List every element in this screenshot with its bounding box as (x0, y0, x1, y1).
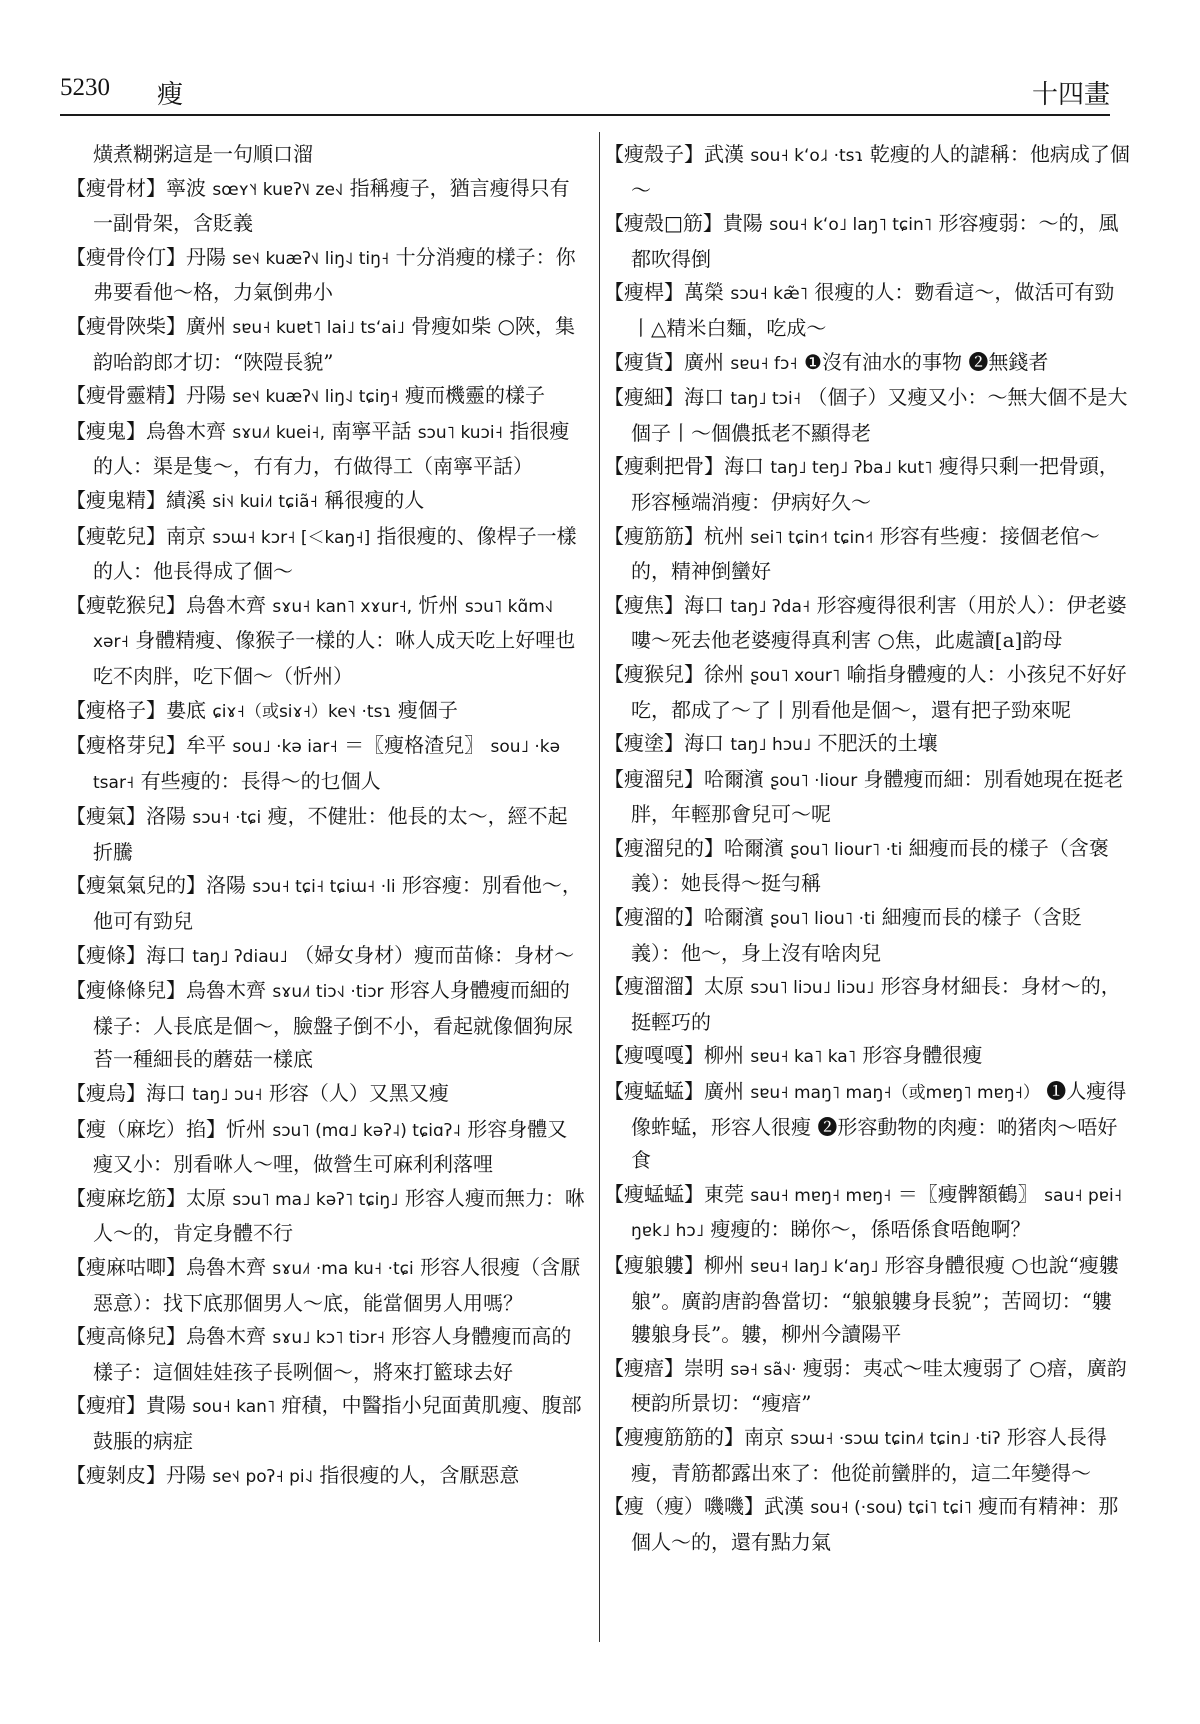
pronunciation: sɤu˩˦ ·ma ku˧ ·tɕi (272, 1259, 414, 1279)
entry-text: 【瘦骨靈精】丹陽 (66, 383, 233, 408)
dictionary-entry (66, 379, 586, 415)
dictionary-entry (66, 484, 586, 520)
entry-text: 形容人長得瘦，青筋都露出來了：他從前蠻胖的，這二年變得～ (631, 1424, 1107, 1485)
page-number: 5230 (60, 74, 110, 101)
pronunciation: sou˩ ·kə iar˧ (232, 737, 338, 758)
dictionary-entry (66, 869, 586, 938)
dictionary-entry (66, 415, 586, 484)
entry-text: 形容（人）又黑又瘦 (262, 1081, 449, 1106)
right-column (604, 138, 1130, 1648)
entry-text: 【瘦細】海口 (604, 385, 731, 410)
entry-text: 瘦而機靈的樣子 (398, 383, 545, 408)
dictionary-entry (604, 727, 1130, 763)
entry-text: 細瘦而長的樣子（含褒義）：她長得～挺勻稱 (631, 835, 1109, 896)
pronunciation: ɕiɤ˧（或siɤ˧）ke˦˨ ·tsɿ (212, 701, 392, 722)
pronunciation: sɤu˧ kan˥ xɤur˧, (272, 596, 413, 617)
pronunciation: se˦˨ kuæʔ˦˩ liŋ˨˩ tɕiŋ˧ (232, 387, 399, 408)
pronunciation: taŋ˩ ɔu˧ (192, 1085, 263, 1106)
entry-text: 很瘦的人：覅看這～，做活可有勁丨△精米白麵，吃成～ (631, 280, 1115, 340)
entry-text: 形容身體很瘦 (856, 1043, 983, 1068)
dictionary-entry (604, 207, 1130, 276)
entry-text: 【瘦乾兒】南京 (66, 523, 213, 548)
pronunciation: sɤu˩˦ kuei˧, (232, 422, 325, 443)
entry-text: 【瘦溜兒】哈爾濱 (604, 766, 771, 791)
entry-text: 細瘦而長的樣子（含貶義）：他～，身上沒有啥肉兒 (631, 905, 1082, 965)
dictionary-entry (66, 589, 586, 694)
entry-text: 熿煮糊粥這是一句順口溜 (93, 142, 313, 166)
entry-text: 形容身體很瘦 ○也說“瘦軁躴”。廣韵唐韵魯當切：“躴躴軁身長貌”；苦岡切：“軁軁躴身長”。軁，柳州今讀陽平 (631, 1253, 1119, 1347)
entry-text: 【瘦條】海口 (66, 942, 193, 967)
entry-text: 形容人瘦而無力：咻人～的，肯定身體不行 (93, 1185, 585, 1246)
entry-text: 形容身材細長：身材～的，挺輕巧的 (631, 974, 1121, 1034)
pronunciation: sou˧ (·sou) tɕi˥ tɕi˥ (810, 1498, 972, 1519)
dictionary-entry (604, 1352, 1130, 1421)
entry-text: 喻指身體瘦的人：小孩兒不好好吃，都成了～了丨別看他是個～，還有把子勁來呢 (631, 661, 1127, 722)
entry-text: 瘦而有精神：那個人～的，還有點力氣 (631, 1494, 1119, 1554)
pronunciation: sœʏ˥˧ kuɐʔ˥˩ ze˧˩ (212, 179, 344, 200)
entry-text: 十分消瘦的樣子：你弗要看他～格，力氣倒弗小 (93, 244, 576, 305)
dictionary-entry (66, 241, 586, 310)
entry-text: 【瘦格芽兒】牟平 (66, 733, 233, 758)
dictionary-entry (604, 1178, 1130, 1249)
entry-text: 形容瘦：別看他～，他可有勁兒 (93, 873, 582, 934)
pronunciation: sou˩ ·kə tsar˧ (93, 737, 561, 793)
entry-text: 【瘦骨陜柴】廣州 (66, 313, 233, 338)
entry-text: 【瘦躴軁】柳州 (604, 1253, 751, 1277)
entry-text: 【瘦麻咕唧】烏魯木齊 (66, 1255, 273, 1279)
dictionary-entry (66, 974, 586, 1077)
entry-text: ＝〖瘦格渣兒〗 (337, 733, 491, 758)
pronunciation: sou˧ kan˥ (192, 1397, 276, 1418)
pronunciation: sɐu˧ kuɐt˥ lai˩ tsʻai˩ (232, 317, 405, 338)
pronunciation: sɔu˥ kuɔi˧ (417, 422, 504, 443)
entry-text: 【瘦疳】貴陽 (66, 1393, 193, 1418)
entry-text: 骨瘦如柴 ○陜，集韵咍韵郎才切：“陜隑長貌” (93, 313, 576, 374)
dictionary-entry (604, 381, 1130, 450)
entry-text: 形容瘦弱：～的，風都吹得倒 (631, 211, 1119, 271)
pronunciation: sɐu˧ ka˥ ka˥ (750, 1047, 857, 1068)
pronunciation: sɔu˧ tɕi˧ tɕiɯ˧ ·li (252, 877, 396, 898)
entry-text: （個子）又瘦又小：～無大個不是大個子丨～個儂抵老不顯得老 (631, 385, 1128, 445)
entry-text: 指很瘦的人：渠是隻～，冇有力，冇做得工（南寧平話） (93, 418, 570, 479)
pronunciation: sɤu˩ kɔ˥ tiɔr˧ (272, 1328, 385, 1349)
entry-text: 【瘦溜兒的】哈爾濱 (604, 835, 791, 860)
dictionary-entry (604, 520, 1130, 589)
dictionary-entry (66, 1113, 586, 1182)
entry-text: 形容有些瘦：接個老倌～的，精神倒蠻好 (631, 523, 1100, 584)
dictionary-entry (604, 1421, 1130, 1490)
left-column (66, 138, 586, 1648)
pronunciation: ʂou˥ liou˥ ·ti (770, 909, 876, 930)
entry-text: 【瘦瘖】崇明 (604, 1355, 731, 1380)
dictionary-entry (66, 939, 586, 975)
entry-text: 【瘦剝皮】丹陽 (66, 1462, 213, 1487)
pronunciation: se˦˨ kuæʔ˦˩ liŋ˨˩ tiŋ˧ (232, 248, 390, 269)
entry-text: （婦女身材）瘦而苗條：身材～ (287, 942, 575, 967)
entry-text: 指稱瘦子，猶言瘦得只有一副骨架，含貶義 (93, 175, 570, 236)
entry-text: 乾瘦的人的謔稱：他病成了個～ (631, 142, 1130, 202)
entry-text: 【瘦烏】海口 (66, 1081, 193, 1106)
pronunciation: sɔu˧ ·tɕi (192, 808, 262, 829)
column-divider (599, 132, 600, 1642)
dictionary-entry (66, 1182, 586, 1251)
entry-text: 【瘦溜溜】太原 (604, 974, 751, 999)
header-rule (60, 114, 1110, 116)
dictionary-entry (66, 1251, 586, 1320)
pronunciation: sə˧ sã˧˩· (730, 1359, 797, 1380)
pronunciation: taŋ˩ tɔi˧ (730, 389, 802, 410)
pronunciation: sei˥ tɕin˧˦ tɕin˧˦ (750, 527, 874, 548)
dictionary-entry (604, 1039, 1130, 1075)
dictionary-entry (66, 1077, 586, 1113)
dictionary-entry (604, 763, 1130, 832)
entry-text: 瘦個子 (391, 697, 458, 722)
entry-text: 指很瘦的人，含厭惡意 (313, 1462, 520, 1487)
dictionary-entry (66, 172, 586, 241)
entry-text: ＝〖瘦髀額鶴〗 (891, 1181, 1045, 1206)
dictionary-entry (66, 520, 586, 589)
pronunciation: taŋ˩ hɔu˩ (730, 735, 812, 756)
entry-text: 【瘦條條兒】烏魯木齊 (66, 978, 273, 1003)
pronunciation: ʂou˥ xour˥ (750, 665, 841, 686)
entry-text: 形容人身體瘦而細的樣子：人長底是個～，臉盤子倒不小，看起就像個狗尿苔一種細長的蘑菇一樣底 (93, 978, 573, 1072)
pronunciation: sou˧ kʻo˩˨ ·tsɿ (750, 146, 864, 166)
entry-text: 身體精瘦、像猴子一樣的人：咻人成天吃上好哩也吃不肉胖，吃下個～（忻州） (93, 628, 576, 688)
section-label: 十四畫 (1031, 80, 1110, 110)
entry-text: 【瘦殼□筋】貴陽 (604, 211, 770, 236)
dictionary-entry (604, 970, 1130, 1039)
dictionary-entry (66, 1459, 586, 1495)
dictionary-entry (66, 800, 586, 869)
entry-text: 【瘦格子】婁底 (66, 697, 213, 722)
dictionary-entry (604, 589, 1130, 658)
entry-text: 【瘦麻圪筋】太原 (66, 1185, 233, 1210)
pronunciation: ʂou˥ ·liour (770, 770, 858, 791)
entry-text: 【瘦鬼精】績溪 (66, 487, 213, 512)
entry-text: 【瘦嘎嘎】柳州 (604, 1043, 751, 1068)
entry-text: ❶沒有油水的事物 ❷無錢者 (797, 349, 1049, 374)
pronunciation: si˦˨ kui˩˦ tɕiã˧ (212, 491, 318, 512)
entry-text: 瘦得只剩一把骨頭，形容極端消瘦：伊病好久～ (631, 454, 1119, 514)
entry-text: 忻州 (412, 592, 465, 617)
entry-text: 【瘦鬼】烏魯木齊 (66, 418, 233, 443)
entry-text: 形容瘦得很利害（用於人）：伊老婆嘍～死去他老婆瘦得真利害 ○焦，此處讀[a]韵母 (631, 592, 1127, 653)
entry-text: ❶人瘦得像蚱蜢，形容人很瘦 ❷形容動物的肉瘦：啲猪肉～唔好食 (631, 1079, 1127, 1173)
entry-text: 指很瘦的、像桿子一樣的人：他長得成了個～ (93, 523, 577, 584)
pronunciation: taŋ˩ teŋ˩ ʔba˩ kut˥ (770, 458, 933, 479)
entry-text: 【瘦剩把骨】海口 (604, 454, 771, 479)
entry-text: 【瘦桿】萬榮 (604, 280, 731, 305)
entry-text: 有些瘦的：長得～的乜個人 (134, 768, 381, 793)
entry-text: 身體瘦而細：別看她現在挺老胖，年輕那會兒可～呢 (631, 766, 1124, 827)
entry-text: 【瘦蜢蜢】東莞 (604, 1181, 751, 1206)
entry-text: 【瘦乾猴兒】烏魯木齊 (66, 592, 273, 617)
pronunciation: sau˧ pɐi˧ ŋɐk˩ hɔ˩ (631, 1185, 1123, 1242)
entry-text: 南寧平話 (324, 418, 418, 443)
entry-text: 【瘦猴兒】徐州 (604, 661, 751, 686)
entry-text: 形容人身體瘦而高的樣子：這個娃娃孩子長咧個～，將來打籃球去好 (93, 1324, 572, 1384)
entry-text: 【瘦筋筋】杭州 (604, 523, 751, 548)
pronunciation: se˦˨ poʔ˧ pi˨˩ (212, 1466, 314, 1487)
dictionary-entry (604, 138, 1130, 207)
dictionary-entry (604, 1249, 1130, 1352)
entry-text: 瘦，不健壯：他長的太～，經不起折騰 (93, 804, 568, 864)
entry-text: 【瘦骨材】寧波 (66, 175, 213, 200)
pronunciation: sɔɯ˧ kɔr˧ [＜kaŋ˧] (212, 527, 371, 548)
entry-text: 不肥沃的土壤 (811, 731, 938, 756)
pronunciation: sɐu˧ fɔ˧ (730, 353, 798, 374)
dictionary-entry (604, 832, 1130, 901)
entry-text: 【瘦塗】海口 (604, 731, 731, 756)
dictionary-entry (604, 450, 1130, 519)
dictionary-entry (66, 729, 586, 800)
entry-text: 稱很瘦的人 (317, 487, 425, 512)
dictionary-entry (66, 310, 586, 379)
entry-text: 【瘦蜢蜢】廣州 (604, 1079, 751, 1104)
pronunciation: sɔɯ˧ ·sɔɯ tɕin˩˦ tɕin˩ ·tiʔ (790, 1428, 1001, 1449)
pronunciation: sɔu˥ (mɑ˩ kəʔ˨) tɕiɑʔ˨ (272, 1120, 461, 1141)
pronunciation: sou˧ kʻo˩ laŋ˥ tɕin˥ (769, 215, 933, 236)
entry-text: 疳積，中醫指小兒面黄肌瘦、腹部鼓脹的病症 (93, 1393, 582, 1453)
entry-text: 【瘦氣】洛陽 (66, 804, 193, 829)
running-headword: 瘦 (157, 80, 184, 110)
entry-text: 【瘦殼子】武漢 (604, 142, 751, 166)
dictionary-entry (604, 276, 1130, 345)
dictionary-entry (604, 1075, 1130, 1178)
entry-text: 【瘦（瘦）嘰嘰】武漢 (604, 1494, 811, 1519)
dictionary-entry (604, 1490, 1130, 1559)
entry-text: 【瘦焦】海口 (604, 592, 731, 617)
dictionary-entry (66, 1320, 586, 1389)
entry-text: 瘦弱：夷忒～哇太瘦弱了 ○瘖，廣韵梗韵所景切：“瘦瘖” (631, 1355, 1127, 1416)
pronunciation: sɤu˩˦ tiɔ˧˩ ·tiɔr (272, 982, 384, 1003)
dictionary-entry (604, 658, 1130, 727)
pronunciation: sɔu˥ kɑ̃m˧˩ xər˧ (93, 596, 554, 653)
entry-text: 【瘦高條兒】烏魯木齊 (66, 1324, 273, 1349)
entry-text: 瘦瘦的：睇你～，係唔係食唔飽啊？ (704, 1217, 1031, 1242)
pronunciation: taŋ˩ ʔda˧ (730, 596, 811, 617)
dictionary-entry (604, 346, 1130, 382)
pronunciation: sɐu˧ maŋ˥ maŋ˧（或mɐŋ˥ mɐŋ˧） (750, 1083, 1040, 1104)
entry-text: 【瘦氣氣兒的】洛陽 (66, 873, 253, 898)
entry-text: 【瘦骨伶仃】丹陽 (66, 244, 233, 269)
entry-text: 【瘦溜的】哈爾濱 (604, 905, 771, 930)
pronunciation: sɔu˥ ma˩ kəʔ˥ tɕiŋ˩ (232, 1189, 399, 1210)
pronunciation: sau˧ mɐŋ˧ mɐŋ˧ (750, 1185, 892, 1206)
pronunciation: sɐu˧ laŋ˩ kʻaŋ˩ (750, 1257, 879, 1277)
entry-text: 【瘦貨】廣州 (604, 349, 731, 374)
entry-text: 【瘦（麻圪）掐】忻州 (66, 1116, 273, 1141)
pronunciation: ʂou˥ liour˥ ·ti (790, 839, 903, 860)
entry-text: 【瘦瘦筋筋的】南京 (604, 1424, 791, 1449)
entry-text: 形容身體又瘦又小：別看咻人～哩，做營生可麻利利落哩 (93, 1116, 568, 1177)
pronunciation: sɔu˧ kæ̃˥ (730, 284, 809, 305)
dictionary-entry (66, 138, 586, 172)
dictionary-entry (66, 1389, 586, 1458)
pronunciation: taŋ˩ ʔdiau˩ (192, 946, 288, 967)
dictionary-entry (604, 901, 1130, 970)
dictionary-entry (66, 694, 586, 730)
entry-text: 形容人很瘦（含厭惡意）：找下底那個男人～底，能當個男人用嗎？ (93, 1255, 581, 1315)
pronunciation: sɔu˥ liɔu˩ liɔu˩ (750, 978, 875, 999)
page-header (60, 74, 1110, 112)
